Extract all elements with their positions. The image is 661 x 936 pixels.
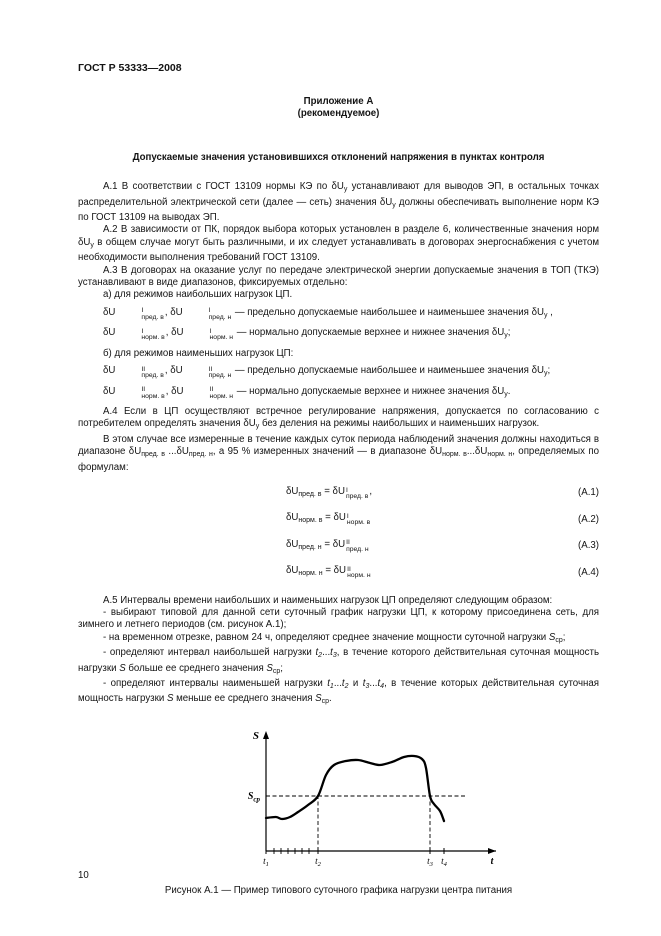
text-run: у	[90, 241, 94, 249]
text-run: - определяют интервалы наименьшей нагрузки	[103, 678, 328, 689]
text-run: пред. в	[141, 451, 166, 459]
text-run: А.4 Если в ЦП осуществляют встречное регулирование напряжения, допускается по согласованию с потребителем определять значения δU	[78, 405, 599, 430]
text-run: А.1 В соответствии с ГОСТ 13109 нормы КЭ по δU	[103, 181, 344, 193]
text-run: δU	[103, 365, 116, 377]
formula-number: (А.3)	[578, 540, 599, 552]
text-run: больше ее среднего значения	[125, 662, 267, 674]
text-run: норм. в	[298, 517, 323, 525]
text-run: меньше ее среднего значения	[173, 693, 316, 705]
text-run: В этом случае все измеренные в течение каждых суток периода наблюдений значения должны находиться в диапазоне δU	[78, 433, 599, 458]
paragraphs-bottom	[78, 595, 599, 709]
x-tick-label: $t_1$	[263, 855, 269, 868]
sup-sub-group: I пред. в	[141, 307, 164, 321]
text-run: — предельно допускаемые наибольшее и наименьшее значения δU	[232, 306, 544, 318]
text-run: 1	[329, 683, 334, 690]
text-run: , в течение которого действительная суточная мощность нагрузки	[78, 647, 600, 674]
text-run: .	[329, 693, 332, 705]
text-run: — предельно допускаемые наибольшее и наименьшее значения δU	[232, 365, 544, 377]
formula-row	[78, 539, 599, 554]
text-run: б) для режимов наименьших нагрузок ЦП:	[103, 347, 294, 359]
text-run: пред. в	[298, 490, 322, 498]
formula-expression	[286, 512, 371, 527]
y-axis-label: S	[252, 729, 259, 742]
text-run: , δU	[165, 385, 184, 397]
formula-number: (А.1)	[578, 487, 599, 499]
page-content	[78, 96, 599, 898]
text-run: , в течение которых действительная суточная мощность нагрузки	[78, 678, 600, 705]
text-run: S	[548, 631, 556, 643]
text-run: а) для режимов наибольших нагрузок ЦП.	[103, 289, 293, 301]
sup-sub-group: II норм. н	[347, 565, 371, 580]
sup-sub-group: II пред. в	[141, 365, 164, 380]
text-run: устанавливают для выводов ЭП, в остальных точках распределительной электрической сети (далее — сеть) значения δU	[78, 181, 599, 208]
text-run: = δU	[321, 538, 346, 550]
text-run: 3	[365, 683, 370, 690]
para-bullet-1	[78, 607, 599, 632]
formula-expression	[286, 486, 372, 501]
text-run: δU	[286, 512, 299, 524]
para-def-2	[78, 327, 599, 342]
text-run: 2	[344, 683, 349, 690]
formulas-block	[78, 486, 599, 581]
text-run: ,	[369, 485, 373, 497]
text-run: ;	[547, 365, 551, 377]
text-run: = δU	[322, 565, 347, 577]
section-heading: Допускаемые значения установившихся отклонений напряжения в пунктах контроля	[132, 151, 545, 163]
y-axis-arrow	[263, 731, 269, 739]
text-run: ;	[507, 327, 511, 339]
text-run: δU	[103, 327, 116, 339]
text-run: , δU	[165, 327, 184, 339]
sup-sub-group: I норм. в	[141, 327, 165, 342]
text-run: t	[330, 647, 333, 659]
text-run: ...δU	[466, 446, 488, 458]
text-run: S	[315, 693, 322, 705]
text-run: , определяемых по формулам:	[78, 446, 599, 473]
figure-caption: Рисунок А.1 — Пример типового суточного графика нагрузки центра питания	[164, 885, 513, 897]
text-run: ср	[321, 698, 330, 706]
formula-row	[78, 486, 599, 501]
text-run: , δU	[164, 365, 183, 377]
text-run: S	[266, 662, 273, 674]
text-run: у	[255, 423, 260, 431]
text-run: у	[543, 311, 548, 319]
text-run: ,	[547, 306, 553, 318]
formula-row	[78, 565, 599, 580]
sup-sub-group: II пред. н	[346, 539, 369, 553]
appendix-title: Приложение А	[303, 96, 374, 107]
text-run: без деления на режимы наибольших и наименьших нагрузок.	[259, 418, 540, 430]
formula-number: (А.2)	[578, 513, 599, 525]
para-a2	[78, 224, 599, 264]
para-bullet-2	[78, 632, 599, 647]
sup-sub-group: I пред. н	[208, 307, 232, 321]
text-run: t	[377, 678, 381, 689]
text-run: - на временном отрезке, равном 24 ч, определяют среднее значение мощности суточной нагрузки	[103, 631, 549, 643]
figure	[228, 723, 518, 877]
para-a4-2	[78, 434, 599, 474]
text-run: S	[166, 693, 174, 705]
x-tick-label: $t_3$	[427, 855, 433, 868]
text-run: δU	[286, 485, 299, 497]
para-def-1	[78, 307, 599, 322]
text-run: у	[343, 186, 348, 194]
text-run: .	[507, 385, 511, 397]
text-run: ср	[272, 667, 281, 675]
x-tick-label: $t_2$	[315, 855, 321, 868]
text-run: норм. в	[442, 451, 467, 459]
text-run: — нормально допускаемые верхнее и нижнее значения δU	[234, 327, 505, 339]
load-curve	[266, 756, 444, 821]
para-a3	[78, 265, 599, 290]
text-run: должны обеспечивать выполнение норм КЭ по ГОСТ 13109 на выводах ЭП.	[78, 196, 599, 224]
text-run: = δU	[321, 485, 345, 497]
text-run: 3	[332, 652, 337, 660]
text-run: А.2 В зависимости от ПК, порядок выбора которых установлен в разделе 6, количественные значения норм δU	[78, 224, 599, 248]
para-list-b	[78, 348, 599, 360]
text-run: — нормально допускаемые верхнее и нижнее значения δU	[234, 385, 505, 397]
text-run: 2	[318, 652, 323, 660]
text-run: ;	[280, 662, 283, 674]
para-a4	[78, 406, 599, 434]
text-run: А.3 В договорах на оказание услуг по передаче электрической энергии допускаемые значения в ТОП (ТКЭ) устанавливают в виде диапазонов, фиксируемых отдельно:	[78, 264, 599, 289]
paragraphs-top	[78, 181, 599, 474]
text-run: ...δU	[165, 446, 189, 458]
formula-row	[78, 512, 599, 527]
x-tick-label: $t_4$	[441, 855, 447, 868]
text-run: δU	[286, 538, 299, 550]
para-a5	[78, 595, 599, 607]
text-run: S	[119, 662, 126, 674]
text-run: t	[341, 678, 345, 689]
text-run: у	[504, 390, 508, 398]
text-run: δU	[103, 385, 116, 397]
text-run: - определяют интервал наибольшей нагрузки	[103, 647, 316, 659]
para-bullet-3	[78, 647, 599, 678]
text-run: норм. н	[487, 451, 513, 459]
text-run: норм. н	[298, 570, 323, 578]
document-number: ГОСТ Р 53333—2008	[78, 62, 182, 74]
text-run: δU	[286, 565, 299, 577]
para-def-4	[78, 386, 599, 401]
text-run: = δU	[322, 512, 346, 524]
x-axis-arrow	[488, 848, 496, 854]
text-run: и	[348, 678, 363, 689]
text-run: t	[327, 678, 330, 689]
formula-expression	[286, 539, 370, 554]
page-number: 10	[78, 870, 89, 881]
text-run: - выбирают типовой для данной сети суточный график нагрузки ЦП, к которому присоединена сеть, для зимнего и летнего периодов (см. рисунок А.1);	[78, 606, 599, 631]
para-a1	[78, 181, 599, 224]
text-run: ...	[322, 647, 331, 659]
text-run: t	[315, 647, 319, 659]
sup-sub-group: I норм. н	[209, 327, 234, 342]
text-run: пред. н	[188, 451, 213, 459]
x-axis-label: t	[490, 855, 494, 867]
text-run: у	[504, 332, 508, 340]
text-run: ...	[333, 678, 342, 689]
sup-sub-group: II норм. н	[209, 386, 234, 400]
text-run: пред. н	[298, 543, 322, 551]
text-run: у	[392, 201, 396, 209]
sup-sub-group: I пред. в	[345, 486, 369, 500]
text-run: ;	[562, 631, 566, 643]
sup-sub-group: I норм. в	[346, 512, 371, 527]
sup-sub-group: II норм. в	[141, 386, 165, 400]
sup-sub-group: II пред. н	[208, 365, 232, 380]
appendix-subtitle: (рекомендуемое)	[297, 108, 380, 120]
para-def-3	[78, 365, 599, 380]
text-run: t	[362, 678, 366, 689]
text-run: ...	[369, 678, 378, 689]
text-run: А.5 Интервалы времени наибольших и наименьших нагрузок ЦП определяют следующим образом:	[103, 594, 553, 606]
formula-expression	[286, 565, 372, 580]
text-run: , а 95 % измеренных значений — в диапазоне δU	[212, 446, 443, 458]
text-run: у	[543, 370, 548, 378]
text-run: ср	[555, 636, 563, 644]
formula-number: (А.4)	[578, 566, 599, 578]
text-run: 4	[380, 683, 385, 690]
load-curve-chart	[228, 723, 518, 873]
para-list-a	[78, 289, 599, 301]
text-run: , δU	[164, 306, 183, 318]
text-run: δU	[103, 306, 116, 318]
s-avg-label: $S_{ср}$	[247, 790, 260, 804]
text-run: в общем случае могут быть различными, и их следует устанавливать в договорах энергоснабжения с учетом необходимости выполнения требований ГОСТ 13109.	[78, 236, 599, 264]
para-bullet-4	[78, 678, 599, 709]
